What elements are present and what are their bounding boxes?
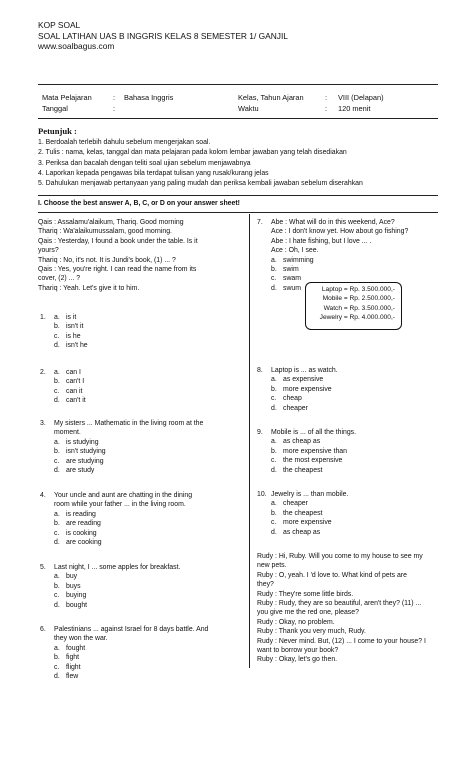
- dialog-line: yours?: [38, 247, 59, 255]
- question-stem: Your uncle and aunt are chatting in the dining: [54, 492, 193, 499]
- question-stem: My sisters ... Mathematic in the living room at the: [54, 420, 204, 427]
- instruction-item: 4. Laporkan kepada pengawas bila terdapat tulisan yang rusak/kurang jelas: [38, 169, 269, 177]
- option-letter: d.: [54, 397, 60, 405]
- header-website[interactable]: www.soalbagus.com: [38, 41, 115, 51]
- option-letter: d.: [271, 528, 277, 536]
- option-text[interactable]: as cheap as: [283, 528, 321, 536]
- question-number: 7.: [257, 219, 263, 226]
- option-letter: a.: [54, 510, 60, 518]
- option-letter: b.: [271, 509, 277, 517]
- option-letter: b.: [54, 448, 60, 456]
- option-letter: a.: [54, 438, 60, 446]
- option-text[interactable]: more expensive: [283, 519, 332, 527]
- question-number: 8.: [257, 367, 263, 374]
- option-text[interactable]: flew: [66, 673, 79, 681]
- option-text[interactable]: can't it: [66, 397, 86, 405]
- dialog-line: Rudy : Never mind. But, (12) ... I come to your house? I: [257, 637, 426, 645]
- header-title: KOP SOAL: [38, 20, 81, 30]
- date-sep: :: [113, 104, 116, 113]
- option-letter: d.: [54, 673, 60, 681]
- instructions-divider: [38, 195, 438, 196]
- header-divider: [38, 84, 438, 85]
- option-letter: c.: [54, 592, 60, 600]
- dialog-line: Qais : Yes, you're right. I can read the name from its: [38, 266, 197, 274]
- option-text[interactable]: flight: [66, 663, 81, 671]
- question-number: 3.: [40, 420, 46, 427]
- dialog-line: Rudy : Hi, Ruby. Will you come to my house to see my: [257, 553, 423, 560]
- option-letter: b.: [271, 266, 277, 274]
- option-letter: c.: [54, 663, 60, 671]
- question-6: [40, 625, 208, 681]
- option-text[interactable]: cheaper: [283, 500, 308, 508]
- option-text[interactable]: the most expensive: [283, 457, 343, 465]
- header-subtitle: SOAL LATIHAN UAS B INGGRIS KELAS 8 SEMESTER 1/ GANJIL: [38, 30, 288, 41]
- option-letter: c.: [54, 332, 60, 340]
- time-label: Waktu: [238, 104, 259, 113]
- question-number: 9.: [257, 429, 263, 436]
- dialog-line: Rudy : They're some little birds.: [257, 590, 354, 598]
- dialog-qais-thariq: [38, 218, 246, 293]
- question-stem: Laptop is ... as watch.: [271, 367, 338, 374]
- option-letter: a.: [271, 500, 277, 508]
- option-text[interactable]: buy: [66, 573, 78, 581]
- price-item-jewelry: Jewelry = Rp. 4.000.000,-: [319, 314, 395, 322]
- question-stem: they won the war.: [54, 635, 108, 643]
- class-label: Kelas, Tahun Ajaran: [238, 93, 304, 102]
- instruction-item: 2. Tulis : nama, kelas, tanggal dan mata pelajaran pada kolom lembar jawaban yang telah disediakan: [38, 149, 347, 157]
- option-letter: c.: [54, 529, 60, 537]
- option-text[interactable]: isn't studying: [66, 448, 106, 456]
- dialog-line: want to borrow your book?: [257, 647, 339, 655]
- option-letter: a.: [54, 573, 60, 581]
- instruction-item: 1. Berdoalah terlebih dahulu sebelum mengerjakan soal.: [38, 139, 211, 146]
- dialog-line: Thariq : Wa'alaikumussalam, good morning.: [38, 228, 172, 236]
- option-letter: b.: [54, 654, 60, 662]
- dialog-line: Rudy : Okay, no problem.: [257, 618, 335, 626]
- option-letter: c.: [271, 395, 277, 403]
- dialog-line: Abe : I hate fishing, but I love ... .: [271, 237, 372, 245]
- dialog-line: you give me the red one, please?: [257, 609, 359, 617]
- option-letter: b.: [54, 378, 60, 386]
- question-8: [257, 366, 338, 413]
- subject-label: Mata Pelajaran: [42, 93, 92, 102]
- option-text[interactable]: the cheapest: [283, 466, 323, 474]
- question-1: [40, 313, 88, 351]
- class-sep: :: [325, 93, 328, 102]
- option-text[interactable]: is reading: [66, 510, 96, 518]
- dialog-line: Ace : Oh, I see.: [271, 247, 319, 255]
- question-stem: room while your father ... in the living room.: [54, 501, 186, 509]
- instructions-list: [38, 138, 363, 189]
- question-number: 6.: [40, 626, 46, 633]
- question-stem: moment.: [54, 429, 81, 437]
- dialog-line: Thariq : Yeah. Let's give it to him.: [38, 284, 140, 292]
- option-text[interactable]: more expensive than: [283, 447, 347, 455]
- option-letter: a.: [271, 438, 277, 446]
- instruction-item: 3. Periksa dan bacalah dengan teliti soal ujian sebelum menjawabnya: [38, 159, 251, 167]
- question-5: [40, 563, 180, 610]
- question-stem: Jewelry is ... than mobile.: [271, 491, 349, 498]
- dialog-line: Qais : Yesterday, I found a book under the table. Is it: [38, 237, 198, 245]
- option-text[interactable]: are study: [66, 467, 95, 475]
- subject-sep: :: [113, 93, 116, 102]
- question-number: 10.: [257, 491, 267, 498]
- option-text[interactable]: cheap: [283, 395, 302, 403]
- option-text[interactable]: as cheap as: [283, 438, 321, 446]
- question-number: 1.: [40, 314, 46, 321]
- option-text[interactable]: are studying: [66, 457, 104, 465]
- option-letter: c.: [54, 457, 60, 465]
- option-text[interactable]: is it: [66, 314, 77, 321]
- option-text[interactable]: buys: [66, 582, 81, 590]
- option-letter: c.: [271, 519, 277, 527]
- question-number: 4.: [40, 492, 46, 499]
- option-letter: d.: [54, 342, 60, 350]
- dialog-rudy-ruby: [257, 552, 447, 665]
- option-letter: a.: [54, 369, 60, 376]
- time-sep: :: [325, 104, 328, 113]
- option-text[interactable]: swum: [283, 284, 301, 292]
- price-item-watch: Watch = Rp. 3.500.000,-: [323, 304, 395, 312]
- question-10: [257, 490, 348, 537]
- option-letter: a.: [54, 644, 60, 652]
- option-text[interactable]: fought: [66, 644, 86, 652]
- subject-value: Bahasa Inggris: [124, 93, 174, 102]
- option-text[interactable]: are cooking: [66, 539, 102, 547]
- option-letter: b.: [271, 385, 277, 393]
- option-text[interactable]: is studying: [66, 438, 99, 446]
- option-letter: c.: [271, 457, 277, 465]
- option-text[interactable]: fight: [66, 654, 80, 662]
- option-letter: d.: [54, 467, 60, 475]
- option-letter: a.: [54, 314, 60, 321]
- option-text[interactable]: as expensive: [283, 376, 324, 384]
- option-text[interactable]: can't I: [66, 378, 85, 386]
- option-letter: d.: [54, 539, 60, 547]
- document-header: [38, 20, 288, 52]
- option-letter: a.: [271, 376, 277, 384]
- option-text[interactable]: more expensive: [283, 385, 332, 393]
- option-letter: b.: [54, 520, 60, 528]
- option-letter: d.: [271, 284, 277, 292]
- option-letter: b.: [54, 582, 60, 590]
- section-divider: [38, 212, 438, 213]
- question-3: [40, 419, 203, 475]
- option-text[interactable]: swim: [283, 266, 299, 274]
- option-text[interactable]: buying: [66, 592, 87, 600]
- time-value: 120 menit: [338, 104, 371, 113]
- dialog-line: Ruby : O, yeah. I 'd love to. What kind of pets are: [257, 571, 407, 579]
- column-divider: [249, 214, 250, 668]
- instructions-title: Petunjuk :: [38, 126, 77, 136]
- dialog-line: new pets.: [257, 562, 287, 570]
- question-stem: Palestinians ... against Israel for 8 days battle. And: [54, 626, 209, 633]
- price-item-mobile: Mobile = Rp. 2.500.000,-: [322, 295, 395, 303]
- question-stem: Last night, I ... some apples for breakfast.: [54, 564, 181, 571]
- option-letter: d.: [271, 466, 277, 474]
- option-letter: b.: [54, 323, 60, 331]
- instruction-item: 5. Dahulukan menjawab pertanyaan yang paling mudah dan periksa kembali jawaban sebelum diserahkan: [38, 180, 363, 188]
- question-2: [40, 368, 86, 406]
- question-stem: Mobile is ... of all the things.: [271, 429, 357, 436]
- option-text[interactable]: the cheapest: [283, 509, 323, 517]
- option-letter: d.: [54, 601, 60, 609]
- option-text[interactable]: isn't he: [66, 342, 88, 350]
- dialog-line: Abe : What will do in this weekend, Ace?: [271, 219, 395, 226]
- option-letter: d.: [271, 404, 277, 412]
- option-text[interactable]: swimming: [283, 256, 314, 264]
- dialog-line: Ruby : Okay, let's go then.: [257, 656, 338, 664]
- question-number: 5.: [40, 564, 46, 571]
- question-9: [257, 428, 356, 475]
- question-number: 2.: [40, 369, 46, 376]
- option-text[interactable]: is cooking: [66, 529, 97, 537]
- option-text[interactable]: can I: [66, 369, 81, 376]
- option-letter: c.: [271, 275, 277, 283]
- option-text[interactable]: bought: [66, 601, 88, 609]
- option-letter: c.: [54, 387, 60, 395]
- dialog-line: cover, (2) ... ?: [38, 275, 81, 283]
- option-text[interactable]: is he: [66, 332, 81, 340]
- question-4: [40, 491, 192, 547]
- price-list-box: [305, 282, 402, 330]
- section-title: I. Choose the best answer A, B, C, or D on your answer sheet!: [38, 200, 240, 207]
- price-item-laptop: Laptop = Rp. 3.500.000,-: [321, 286, 395, 293]
- dialog-line: they?: [257, 581, 274, 589]
- dialog-line: Qais : Assalamu'alaikum, Thariq. Good morning: [38, 219, 184, 226]
- option-letter: a.: [271, 256, 277, 264]
- dialog-line: Ruby : Thank you very much, Rudy.: [257, 628, 366, 636]
- option-letter: b.: [271, 447, 277, 455]
- option-text[interactable]: can it: [66, 387, 83, 395]
- option-text[interactable]: cheaper: [283, 404, 308, 412]
- dialog-line: Thariq : No, it's not. It is Jundi's book, (1) ... ?: [38, 256, 176, 264]
- info-divider: [38, 118, 438, 119]
- class-value: VIII (Delapan): [338, 93, 384, 102]
- dialog-line: Ruby : Rudy, they are so beautiful, aren't they? (11) ...: [257, 600, 422, 608]
- dialog-line: Ace : I don't know yet. How about go fishing?: [271, 228, 409, 236]
- option-text[interactable]: swam: [283, 275, 301, 283]
- date-label: Tanggal: [42, 104, 68, 113]
- option-text[interactable]: isn't it: [66, 323, 84, 331]
- option-text[interactable]: are reading: [66, 520, 101, 528]
